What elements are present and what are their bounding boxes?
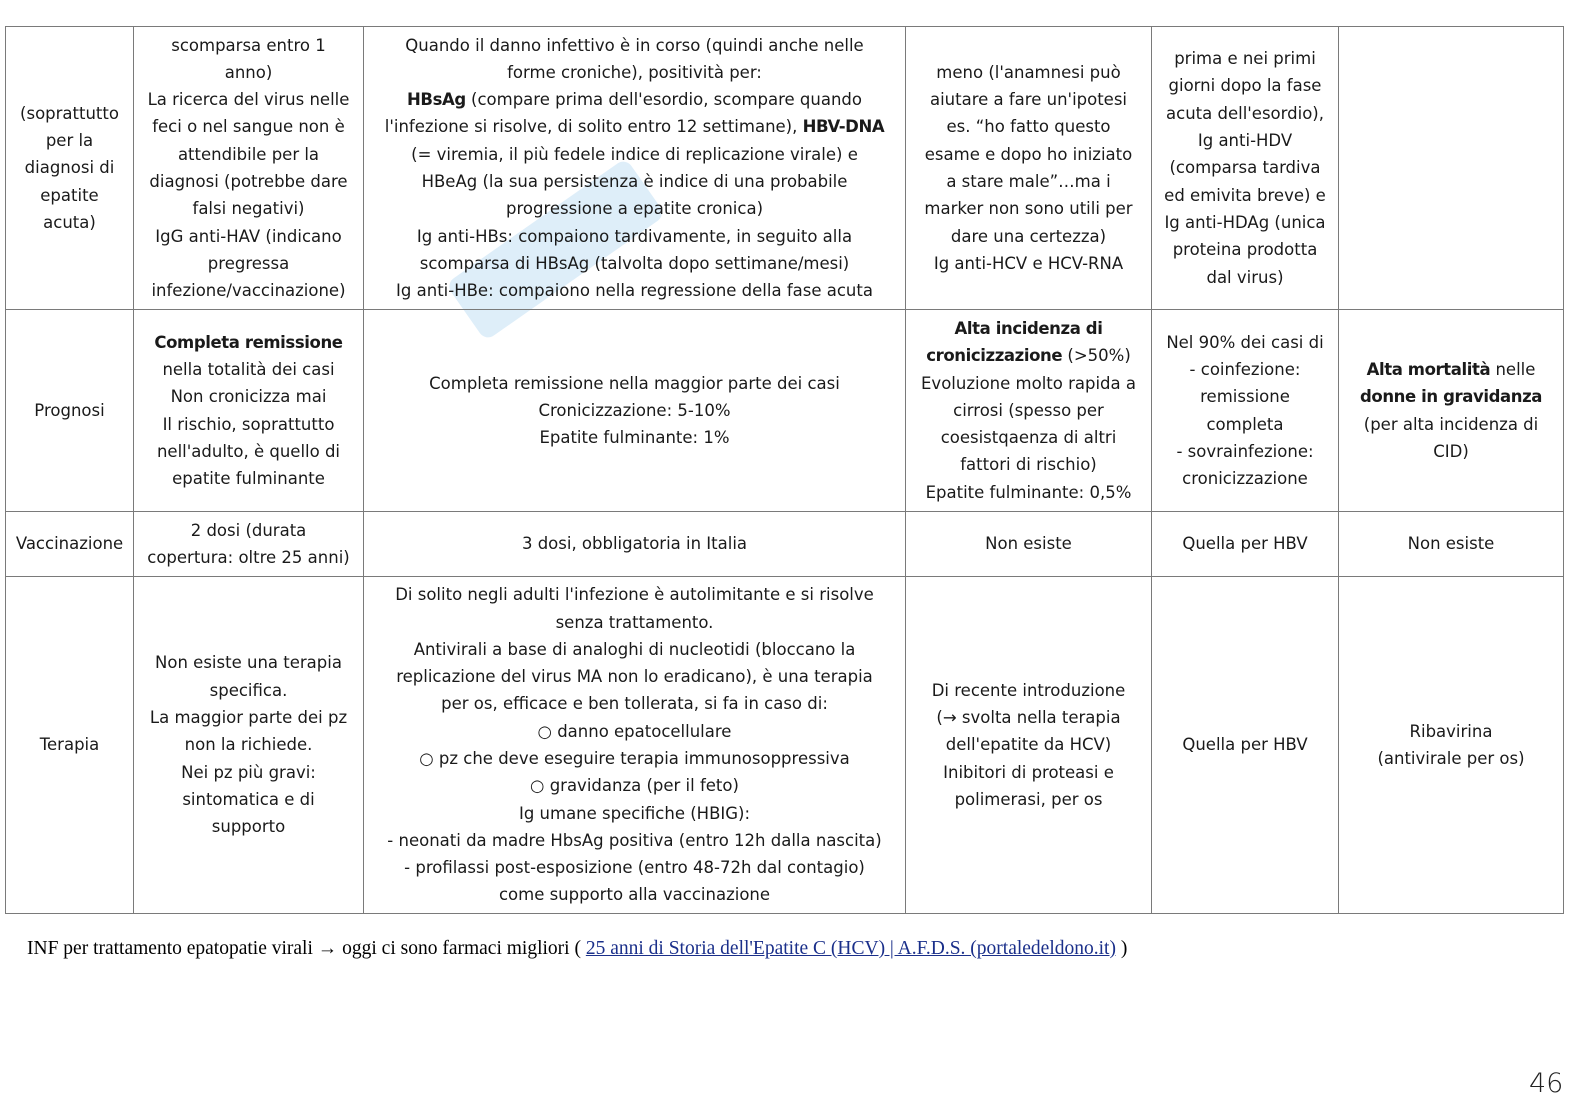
- cell-line: [9, 397, 130, 424]
- cell-line: [9, 127, 130, 154]
- table-cell: [1339, 512, 1564, 577]
- cell-line: [1155, 530, 1335, 557]
- cell-line: [137, 438, 360, 465]
- cell-line: [1155, 329, 1335, 356]
- cell-line: [367, 854, 902, 881]
- cell-line: [367, 32, 902, 59]
- cell-text: fattori di rischio): [960, 455, 1097, 475]
- bold-term: cronicizzazione: [926, 346, 1063, 366]
- cell-line: [1155, 100, 1335, 127]
- cell-text: HBeAg (la sua persistenza è indice di una probabile: [421, 172, 848, 191]
- cell-text: Completa remissione nella maggior parte dei casi: [429, 373, 840, 393]
- cell-text: nelle: [1490, 359, 1536, 379]
- cell-text: dell'epatite da HCV): [945, 735, 1112, 755]
- table-cell: [364, 27, 906, 310]
- table-cell: [364, 577, 906, 914]
- cell-text: infezione/vaccinazione): [151, 281, 346, 301]
- cell-line: [137, 383, 360, 410]
- cell-text: Vaccinazione: [15, 534, 124, 554]
- cell-line: [137, 465, 360, 492]
- cell-text: Non esiste: [985, 534, 1072, 554]
- table-cell: [134, 577, 364, 914]
- cell-text: Quando il danno infettivo è in corso (quindi anche nelle: [405, 35, 864, 55]
- cell-line: [137, 356, 360, 383]
- cell-line: [367, 530, 902, 557]
- cell-line: [137, 731, 360, 758]
- table-cell: [1152, 512, 1339, 577]
- cell-line: [1155, 264, 1335, 291]
- cell-line: [909, 397, 1148, 424]
- cell-line: [909, 86, 1148, 113]
- cell-line: [909, 451, 1148, 478]
- cell-line: [367, 86, 902, 113]
- cell-text: Quella per HBV: [1182, 735, 1308, 755]
- cell-line: [367, 250, 902, 277]
- cell-text: ○ pz che deve eseguire terapia immunosoppressiva: [419, 749, 850, 768]
- cell-text: Terapia: [39, 735, 100, 755]
- cell-line: [909, 424, 1148, 451]
- cell-line: [137, 411, 360, 438]
- bold-term: Alta mortalità: [1366, 359, 1491, 379]
- bold-term: Alta incidenza di: [954, 318, 1103, 338]
- cell-text: copertura: oltre 25 anni): [147, 548, 350, 567]
- cell-line: [9, 209, 130, 236]
- cell-line: [367, 195, 902, 222]
- cell-text: replicazione del virus MA non lo eradicano), è una terapia: [396, 667, 873, 687]
- cell-text: Non esiste: [1407, 534, 1495, 554]
- cell-line: [367, 370, 902, 397]
- cell-line: [1342, 745, 1560, 772]
- cell-line: [909, 250, 1148, 277]
- cell-line: [367, 609, 902, 636]
- cell-line: [1342, 356, 1560, 383]
- cell-text: scomparsa di HBsAg (talvolta dopo settimane/mesi): [419, 253, 850, 273]
- cell-text: dare una certezza): [950, 226, 1107, 246]
- cell-text: pregressa: [207, 253, 290, 273]
- cell-line: [9, 530, 130, 557]
- bold-term: donne in gravidanza: [1359, 387, 1543, 407]
- cell-line: [1155, 356, 1335, 383]
- cell-line: [909, 759, 1148, 786]
- cell-line: [1342, 383, 1560, 410]
- cell-line: [137, 223, 360, 250]
- footer-text: INF per trattamento epatopatie virali → oggi ci sono farmaci migliori (: [27, 938, 586, 959]
- cell-line: [909, 141, 1148, 168]
- cell-text: Nel 90% dei casi di: [1166, 332, 1324, 352]
- cell-line: [137, 59, 360, 86]
- cell-line: [137, 649, 360, 676]
- table-body: [6, 27, 1564, 914]
- cell-line: [1342, 411, 1560, 438]
- cell-line: [367, 141, 902, 168]
- cell-text: meno (l'anamnesi può: [936, 62, 1121, 82]
- cell-text: per la: [45, 131, 94, 151]
- cell-text: cirrosi (spesso per: [953, 400, 1104, 420]
- cell-line: [367, 581, 902, 608]
- cell-text: forme croniche), positività per:: [507, 62, 762, 82]
- cell-text: ○ gravidanza (per il feto): [530, 776, 739, 796]
- table-cell: [6, 577, 134, 914]
- cell-line: [137, 277, 360, 304]
- cell-text: aiutare a fare un'ipotesi: [929, 90, 1128, 110]
- bold-term: Completa remissione: [154, 332, 343, 352]
- table-cell: [1339, 310, 1564, 512]
- cell-line: [367, 424, 902, 451]
- cell-text: Non esiste una terapia: [155, 653, 342, 673]
- cell-text: come supporto alla vaccinazione: [498, 885, 771, 905]
- cell-text: anno): [224, 62, 273, 82]
- cell-line: [909, 195, 1148, 222]
- cell-line: [367, 223, 902, 250]
- cell-text: Inibitori di proteasi e: [943, 762, 1114, 782]
- cell-text: coesistqaenza di altri: [940, 428, 1117, 448]
- cell-line: [1155, 411, 1335, 438]
- hepatitis-table: [5, 26, 1564, 914]
- table-row-terapia: [6, 577, 1564, 914]
- table-cell: [134, 310, 364, 512]
- cell-line: [367, 745, 902, 772]
- cell-text: La maggior parte dei pz: [149, 708, 348, 728]
- table-cell: [134, 27, 364, 310]
- cell-line: [137, 677, 360, 704]
- cell-line: [137, 544, 360, 571]
- cell-text: remissione: [1200, 387, 1290, 407]
- cell-line: [1155, 72, 1335, 99]
- cell-text: completa: [1206, 414, 1284, 434]
- cell-text: senza trattamento.: [555, 612, 714, 632]
- cell-text: diagnosi (potrebbe dare: [149, 172, 348, 191]
- table-cell: [906, 577, 1152, 914]
- cell-text: epatite fulminante: [172, 469, 325, 489]
- cell-line: [909, 704, 1148, 731]
- cell-text: Quella per HBV: [1182, 534, 1308, 554]
- cell-line: [137, 195, 360, 222]
- cell-line: [909, 479, 1148, 506]
- cell-line: [367, 800, 902, 827]
- cell-line: [909, 342, 1148, 369]
- cell-text: (>50%): [1062, 346, 1131, 366]
- cell-line: [909, 786, 1148, 813]
- cell-text: l'infezione si risolve, di solito entro 12 settimane),: [384, 117, 803, 137]
- cell-line: [1342, 530, 1560, 557]
- table-row-vaccinazione: [6, 512, 1564, 577]
- bold-term: HBV-DNA: [802, 117, 885, 137]
- cell-text: attendibile per la: [177, 144, 320, 164]
- cell-line: [1155, 465, 1335, 492]
- table-cell: [906, 512, 1152, 577]
- cell-line: [137, 786, 360, 813]
- cell-line: [1155, 154, 1335, 181]
- cell-line: [367, 827, 902, 854]
- cell-line: [367, 113, 902, 140]
- cell-line: [367, 397, 902, 424]
- cell-text: specifica.: [209, 680, 288, 700]
- cell-text: non la richiede.: [184, 735, 313, 755]
- cell-text: marker non sono utili per: [924, 199, 1133, 219]
- cell-line: [1155, 731, 1335, 758]
- footer-suffix: ): [1115, 938, 1128, 959]
- table-cell: [134, 512, 364, 577]
- cell-text: sintomatica e di: [182, 789, 315, 809]
- cell-text: epatite: [40, 185, 99, 205]
- page-number: 46: [1529, 1068, 1564, 1099]
- cell-text: - neonati da madre HbsAg positiva (entro 12h dalla nascita): [387, 830, 882, 850]
- cell-line: [1155, 236, 1335, 263]
- cell-line: [909, 731, 1148, 758]
- cell-line: [367, 168, 902, 195]
- table-cell: [906, 310, 1152, 512]
- cell-text: CID): [1433, 441, 1469, 461]
- cell-text: (comparsa tardiva: [1169, 158, 1321, 178]
- cell-text: - coinfezione:: [1189, 359, 1301, 379]
- cell-text: esame e dopo ho iniziato: [924, 144, 1133, 164]
- cell-text: Epatite fulminante: 1%: [539, 428, 730, 448]
- cell-line: [1155, 438, 1335, 465]
- cell-text: Epatite fulminante: 0,5%: [925, 482, 1132, 502]
- cell-line: [1155, 182, 1335, 209]
- cell-line: [137, 168, 360, 195]
- cell-text: polimerasi, per os: [954, 789, 1103, 809]
- cell-line: [909, 530, 1148, 557]
- cell-text: Ig anti-HCV e HCV-RNA: [933, 253, 1124, 273]
- cell-text: 3 dosi, obbligatoria in Italia: [521, 534, 748, 554]
- cell-text: Di solito negli adulti l'infezione è autolimitante e si risolve: [395, 585, 874, 605]
- cell-line: [1155, 209, 1335, 236]
- cell-text: supporto: [211, 817, 286, 837]
- cell-line: [909, 223, 1148, 250]
- cell-text: IgG anti-HAV (indicano: [155, 226, 342, 246]
- cell-text: Il rischio, soprattutto: [162, 414, 335, 434]
- cell-text: Ribavirina: [1409, 721, 1493, 741]
- table-cell: [6, 27, 134, 310]
- cell-text: feci o nel sangue non è: [152, 117, 345, 137]
- cell-text: falsi negativi): [192, 199, 305, 219]
- cell-text: Nei pz più gravi:: [181, 762, 316, 782]
- cell-line: [137, 813, 360, 840]
- cell-line: [909, 113, 1148, 140]
- cell-text: (→ svolta nella terapia: [936, 708, 1121, 728]
- cell-text: Ig anti-HDV: [1197, 131, 1293, 151]
- cell-text: Ig anti-HBs: compaiono tardivamente, in seguito alla: [416, 226, 853, 246]
- cell-text: Di recente introduzione: [931, 680, 1126, 700]
- cell-line: [909, 677, 1148, 704]
- cell-text: (soprattutto: [20, 103, 119, 123]
- cell-line: [367, 881, 902, 908]
- cell-text: Evoluzione molto rapida a: [921, 373, 1136, 393]
- cell-text: dal virus): [1206, 267, 1284, 287]
- cell-text: - profilassi post-esposizione (entro 48-72h dal contagio): [404, 858, 865, 878]
- cell-line: [137, 113, 360, 140]
- cell-text: Ig umane specifiche (HBIG):: [518, 803, 751, 823]
- cell-text: (compare prima dell'esordio, scompare quando: [465, 90, 862, 110]
- footer-link[interactable]: 25 anni di Storia dell'Epatite C (HCV) | A.F.D.S. (portaledeldono.it): [585, 938, 1116, 959]
- cell-text: La ricerca del virus nelle: [147, 90, 350, 110]
- cell-line: [367, 59, 902, 86]
- cell-line: [9, 154, 130, 181]
- cell-line: [367, 663, 902, 690]
- cell-text: per os, efficace e ben tollerata, si fa in caso di:: [441, 694, 828, 714]
- cell-line: [367, 636, 902, 663]
- cell-text: (per alta incidenza di: [1363, 414, 1539, 434]
- cell-text: scomparsa entro 1: [171, 35, 326, 55]
- cell-line: [909, 59, 1148, 86]
- cell-text: giorni dopo la fase: [1168, 76, 1322, 96]
- table-cell: [1339, 577, 1564, 914]
- cell-text: a stare male”…ma i: [946, 172, 1111, 191]
- bold-term: HBsAg: [406, 90, 466, 110]
- cell-text: Non cronicizza mai: [170, 387, 327, 407]
- cell-text: Ig anti-HBe: compaiono nella regressione della fase acuta: [396, 281, 873, 301]
- cell-line: [1155, 127, 1335, 154]
- cell-text: ed emivita breve) e: [1164, 185, 1326, 205]
- cell-text: cronicizzazione: [1182, 469, 1308, 489]
- cell-line: [9, 731, 130, 758]
- table-cell: [364, 512, 906, 577]
- cell-line: [367, 718, 902, 745]
- cell-text: - sovrainfezione:: [1176, 441, 1314, 461]
- table-cell: [1339, 27, 1564, 310]
- cell-line: [9, 182, 130, 209]
- cell-text: Ig anti-HDAg (unica: [1164, 212, 1326, 232]
- cell-text: (antivirale per os): [1377, 749, 1525, 768]
- cell-text: progressione a epatite cronica): [505, 199, 764, 219]
- cell-line: [367, 690, 902, 717]
- table-cell: [6, 512, 134, 577]
- cell-text: nell'adulto, è quello di: [156, 441, 341, 461]
- cell-line: [1155, 383, 1335, 410]
- cell-text: proteina prodotta: [1172, 240, 1318, 260]
- cell-text: Antivirali a base di analoghi di nucleotidi (bloccano la: [413, 639, 856, 659]
- cell-line: [137, 141, 360, 168]
- table-cell: [364, 310, 906, 512]
- cell-text: nella totalità dei casi: [162, 359, 335, 379]
- cell-text: acuta): [43, 212, 96, 232]
- cell-line: [137, 329, 360, 356]
- cell-text: es. “ho fatto questo: [946, 117, 1111, 137]
- table-cell: [1152, 27, 1339, 310]
- cell-text: (= viremia, il più fedele indice di replicazione virale) e: [411, 144, 858, 164]
- table-cell: [906, 27, 1152, 310]
- cell-text: prima e nei primi: [1174, 49, 1316, 69]
- table-row-prognosi: [6, 310, 1564, 512]
- cell-line: [909, 315, 1148, 342]
- table-cell: [1152, 310, 1339, 512]
- cell-line: [1155, 45, 1335, 72]
- cell-line: [909, 168, 1148, 195]
- cell-line: [909, 370, 1148, 397]
- cell-text: Prognosi: [34, 400, 105, 420]
- table-row-diagnosi: [6, 27, 1564, 310]
- cell-text: 2 dosi (durata: [190, 520, 307, 540]
- cell-line: [137, 517, 360, 544]
- cell-text: ○ danno epatocellulare: [537, 721, 732, 741]
- table-cell: [6, 310, 134, 512]
- cell-line: [137, 32, 360, 59]
- cell-text: diagnosi di: [24, 158, 115, 178]
- cell-line: [137, 704, 360, 731]
- cell-text: acuta dell'esordio),: [1166, 103, 1324, 123]
- cell-line: [137, 86, 360, 113]
- cell-line: [137, 250, 360, 277]
- cell-text: Cronicizzazione: 5-10%: [538, 400, 731, 420]
- footer-note: [27, 938, 1127, 960]
- cell-line: [367, 277, 902, 304]
- cell-line: [9, 100, 130, 127]
- cell-line: [137, 759, 360, 786]
- cell-line: [367, 772, 902, 799]
- cell-line: [1342, 438, 1560, 465]
- table-cell: [1152, 577, 1339, 914]
- cell-line: [1342, 718, 1560, 745]
